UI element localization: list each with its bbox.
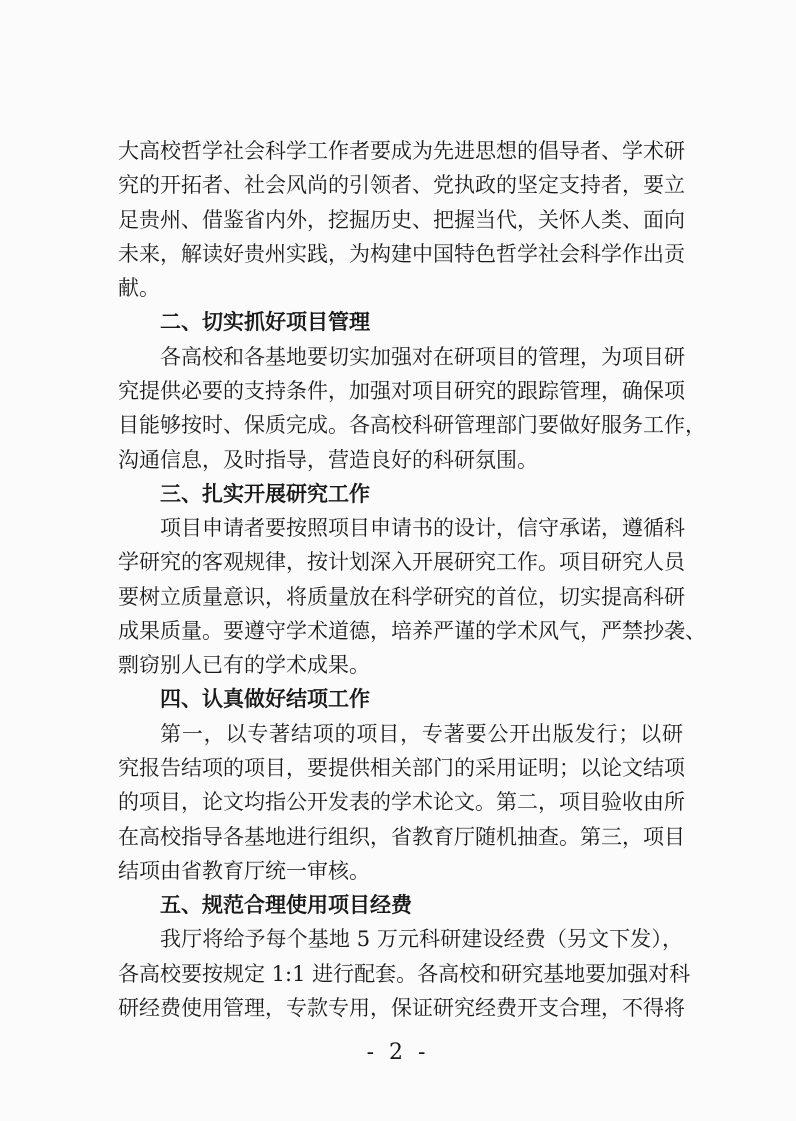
body-line: 剽窃别人已有的学术成果。 [118,653,370,677]
body-line: 我厅将给予每个基地 5 万元科研建设经费（另文下发）， [160,927,683,951]
body-line: 献。 [118,276,160,300]
section-heading: 三、扎实开展研究工作 [160,482,370,506]
body-line: 第一，以专著结项的项目，专著要公开出版发行；以研 [160,722,683,746]
body-line: 的项目，论文均指公开发表的学术论文。第二，项目验收由所 [118,790,685,814]
body-line: 研经费使用管理，专款专用，保证研究经费开支合理，不得将 [118,996,685,1020]
body-line: 沟通信息，及时指导，营造良好的科研氛围。 [118,448,538,472]
body-line: 成果质量。要遵守学术道德，培养严谨的学术风气，严禁抄袭、 [118,619,706,643]
body-line: 究的开拓者、社会风尚的引领者、党执政的坚定支持者，要立 [118,173,685,197]
page-number: - 2 - [366,1040,430,1065]
body-line: 大高校哲学社会科学工作者要成为先进思想的倡导者、学术研 [118,139,685,163]
section-heading: 四、认真做好结项工作 [160,687,370,711]
section-heading: 五、规范合理使用项目经费 [160,893,412,917]
body-line: 未来，解读好贵州实践，为构建中国特色哲学社会科学作出贡 [118,242,685,266]
body-line: 各高校和各基地要切实加强对在研项目的管理，为项目研 [160,345,685,369]
body-line: 究提供必要的支持条件，加强对项目研究的跟踪管理，确保项 [118,379,685,403]
body-line: 究报告结项的项目，要提供相关部门的采用证明；以论文结项 [118,756,685,780]
body-line: 各高校要按规定 1:1 进行配套。各高校和研究基地要加强对科 [118,962,691,986]
body-line: 在高校指导各基地进行组织，省教育厅随机抽查。第三，项目 [118,825,685,849]
section-heading: 二、切实抓好项目管理 [160,310,370,334]
body-line: 足贵州、借鉴省内外，挖掘历史、把握当代，关怀人类、面向 [118,208,685,232]
body-line: 结项由省教育厅统一审核。 [118,859,370,883]
body-line: 目能够按时、保质完成。各高校科研管理部门要做好服务工作， [118,413,706,437]
body-line: 学研究的客观规律，按计划深入开展研究工作。项目研究人员 [118,550,685,574]
body-line: 项目申请者要按照项目申请书的设计，信守承诺，遵循科 [160,516,685,540]
body-line: 要树立质量意识，将质量放在科学研究的首位，切实提高科研 [118,585,685,609]
